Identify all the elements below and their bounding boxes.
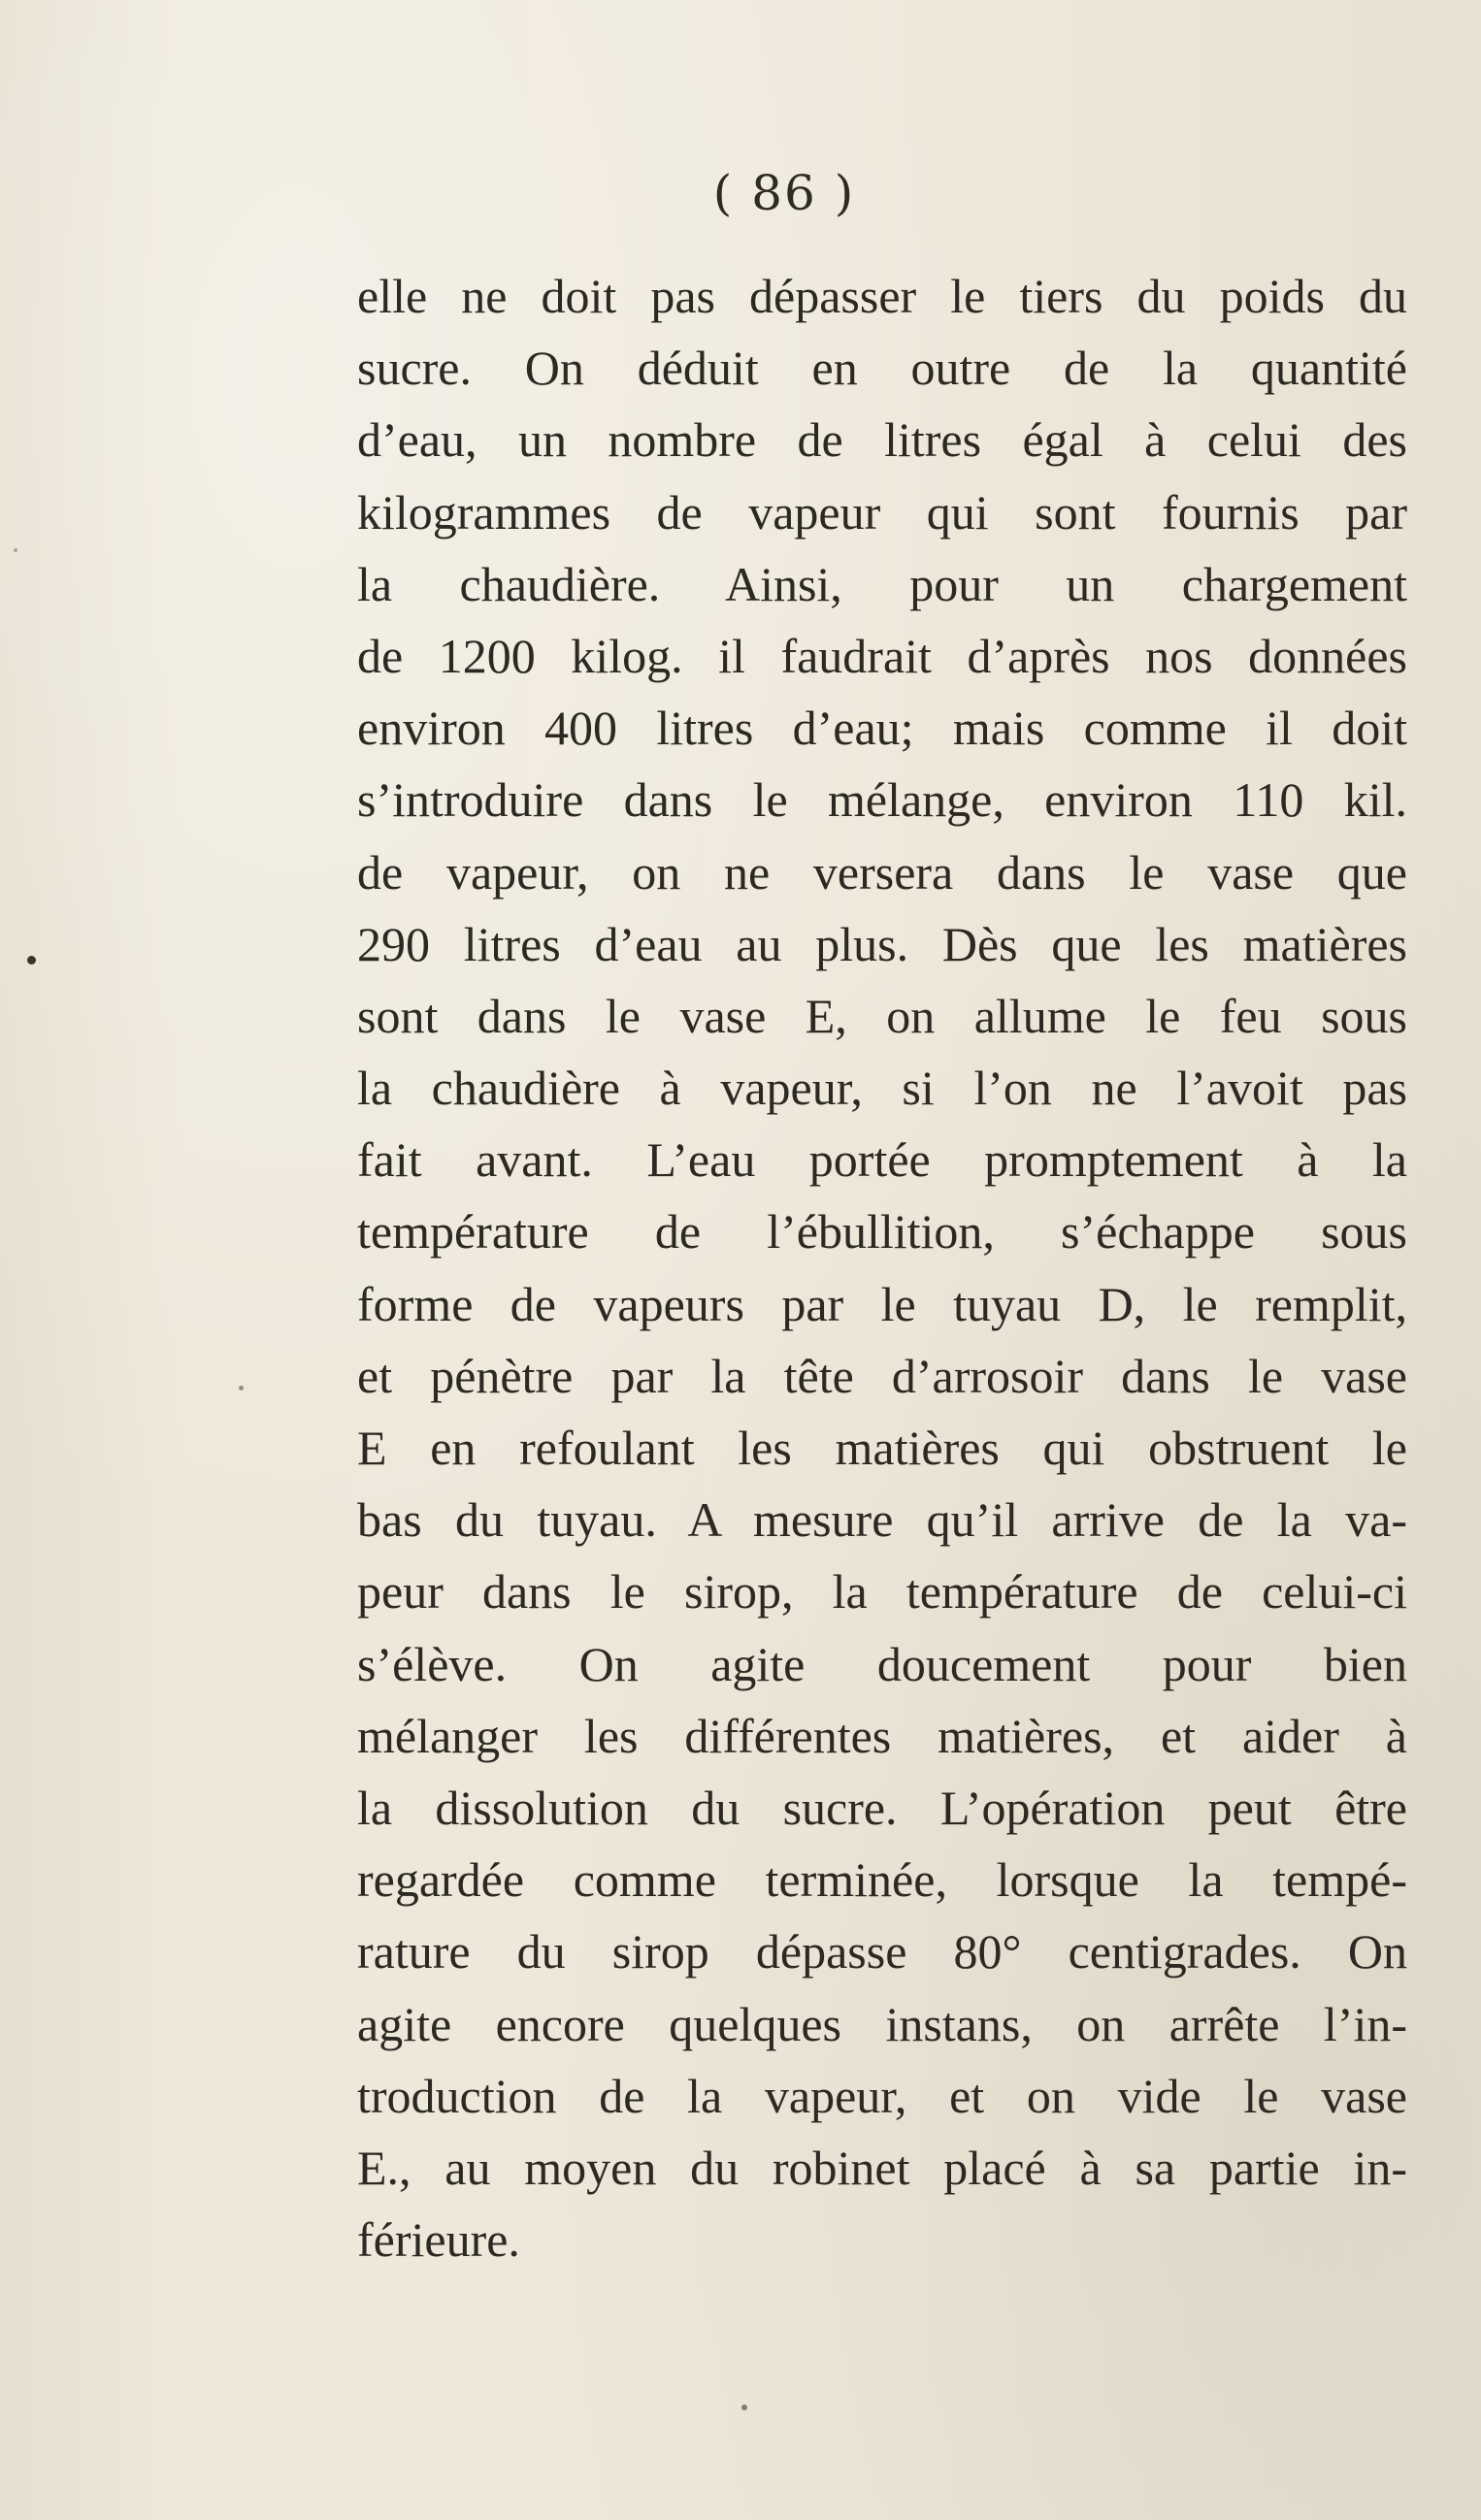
text-line: sont dans le vase E, on allume le feu sous <box>357 988 1407 1043</box>
text-line: bas du tuyau. A mesure qu’il arrive de la va- <box>357 1492 1407 1548</box>
text-line: rature du sirop dépasse 80° centigrades. On <box>357 1924 1407 1980</box>
text-line: d’eau, un nombre de litres égal à celui des <box>357 412 1407 468</box>
text-line: de vapeur, on ne versera dans le vase que <box>357 844 1407 900</box>
text-line: agite encore quelques instans, on arrête l’in- <box>357 1996 1407 2051</box>
body-text <box>357 260 1407 2275</box>
text-line: la chaudière à vapeur, si l’on ne l’avoit pas <box>357 1061 1407 1116</box>
text-line: la dissolution du sucre. L’opération peut être <box>357 1780 1407 1835</box>
ink-speck <box>741 2405 747 2410</box>
text-line: E en refoulant les matières qui obstruent le <box>357 1421 1407 1475</box>
text-line: environ 400 litres d’eau; mais comme il doit <box>357 701 1407 756</box>
text-line: regardée comme terminée, lorsque la tempé- <box>357 1852 1407 1908</box>
ink-speck <box>239 1386 244 1391</box>
text-line: et pénètre par la tête d’arrosoir dans le vase <box>357 1348 1407 1403</box>
text-line: fait avant. L’eau portée promptement à la <box>357 1132 1407 1188</box>
text-line: 290 litres d’eau au plus. Dès que les matières <box>357 916 1407 971</box>
ink-speck <box>27 956 36 965</box>
text-line: peur dans le sirop, la température de celui-ci <box>357 1564 1407 1620</box>
text-line: sucre. On déduit en outre de la quantité <box>357 341 1407 396</box>
text-line: de 1200 kilog. il faudrait d’après nos données <box>357 628 1407 683</box>
text-line: forme de vapeurs par le tuyau D, le remplit, <box>357 1276 1407 1331</box>
text-line: température de l’ébullition, s’échappe sous <box>357 1204 1407 1260</box>
text-line: s’introduire dans le mélange, environ 110 kil. <box>357 772 1407 828</box>
text-line: kilogrammes de vapeur qui sont fournis par <box>357 484 1407 540</box>
text-line: s’élève. On agite doucement pour bien <box>357 1636 1407 1691</box>
text-line: férieure. <box>357 2212 520 2268</box>
text-line: E., au moyen du robinet placé à sa partie in- <box>357 2140 1407 2195</box>
text-line: troduction de la vapeur, et on vide le vase <box>357 2068 1407 2123</box>
ink-speck <box>14 548 17 552</box>
text-line: la chaudière. Ainsi, pour un chargement <box>357 556 1407 611</box>
page-number: ( 86 ) <box>712 165 856 221</box>
text-line: elle ne doit pas dépasser le tiers du poids du <box>357 269 1407 323</box>
text-line: mélanger les différentes matières, et aider à <box>357 1708 1407 1763</box>
